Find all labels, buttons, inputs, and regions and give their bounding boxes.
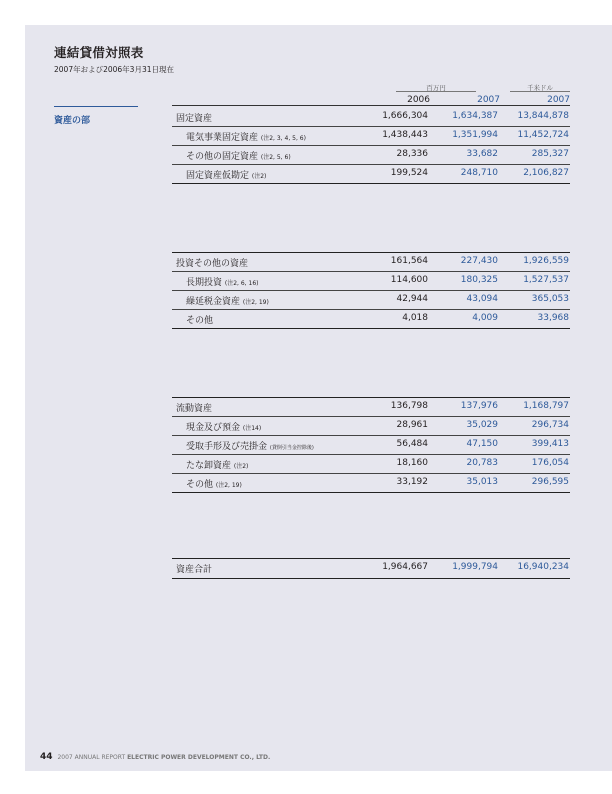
row-note: (貸倒引当金控除後) <box>269 445 314 451</box>
value-2006: 33,192 <box>396 477 428 487</box>
value-2007: 4,009 <box>472 313 498 323</box>
value-usd: 365,053 <box>531 294 569 304</box>
value-2006: 18,160 <box>396 458 428 468</box>
row-label: その他の固定資産 (注2, 5, 6) <box>186 152 291 162</box>
value-usd: 1,926,559 <box>523 256 569 266</box>
row-label: その他 (注2, 19) <box>186 480 242 490</box>
value-2006: 56,484 <box>396 439 428 449</box>
unit-divider <box>396 91 476 92</box>
table-row <box>172 436 570 455</box>
value-usd: 1,168,797 <box>523 401 569 411</box>
value-2007: 1,999,794 <box>452 562 498 572</box>
value-usd: 296,595 <box>531 477 569 487</box>
table-row <box>172 310 570 329</box>
year-header-2006: 2006 <box>407 95 430 105</box>
row-note: (注2, 5, 6) <box>260 154 291 161</box>
total-row <box>172 558 570 579</box>
row-note: (注2, 6, 16) <box>224 280 259 287</box>
unit-thousand-usd: 千米ドル <box>527 84 553 92</box>
value-2006: 42,944 <box>396 294 428 304</box>
footer-report: 2007 ANNUAL REPORT <box>57 754 126 761</box>
footer-company: ELECTRIC POWER DEVELOPMENT CO., LTD. <box>127 754 271 761</box>
table-row <box>172 455 570 474</box>
table-row <box>172 146 570 165</box>
value-2007: 137,976 <box>460 401 498 411</box>
value-usd: 399,413 <box>531 439 569 449</box>
value-2006: 1,438,443 <box>382 130 428 140</box>
page-subtitle: 2007年および2006年3月31日現在 <box>54 65 174 74</box>
value-2007: 248,710 <box>460 168 498 178</box>
value-usd: 13,844,878 <box>517 111 569 121</box>
year-header-2007-usd: 2007 <box>547 95 570 105</box>
total-assets-block <box>172 558 570 579</box>
value-2006: 4,018 <box>402 313 428 323</box>
value-2006: 161,564 <box>390 256 428 266</box>
value-2006: 199,524 <box>390 168 428 178</box>
unit-million-yen: 百万円 <box>426 84 446 92</box>
table-row <box>172 417 570 436</box>
table-row <box>172 252 570 272</box>
table-row <box>172 474 570 493</box>
value-usd: 2,106,827 <box>523 168 569 178</box>
row-note: (注14) <box>242 425 262 432</box>
value-2006: 1,964,667 <box>382 562 428 572</box>
value-usd: 1,527,537 <box>523 275 569 285</box>
row-label: たな卸資産 (注2) <box>186 461 249 471</box>
value-usd: 176,054 <box>531 458 569 468</box>
row-note: (注2, 3, 4, 5, 6) <box>260 135 306 142</box>
year-header-2007: 2007 <box>477 95 500 105</box>
section-label: 資産の部 <box>54 116 91 126</box>
value-usd: 33,968 <box>537 313 569 323</box>
value-2006: 28,961 <box>396 420 428 430</box>
value-2007: 227,430 <box>460 256 498 266</box>
value-2007: 43,094 <box>466 294 498 304</box>
row-label: 受取手形及び売掛金 (貸倒引当金控除後) <box>186 442 314 452</box>
value-2007: 180,325 <box>460 275 498 285</box>
value-usd: 16,940,234 <box>517 562 569 572</box>
value-2007: 33,682 <box>466 149 498 159</box>
row-label: 現金及び預金 (注14) <box>186 423 262 433</box>
row-label: 投資その他の資産 <box>176 259 249 269</box>
table-row <box>172 291 570 310</box>
row-label: 繰延税金資産 (注2, 19) <box>186 297 269 307</box>
table-row <box>172 272 570 291</box>
value-2007: 47,150 <box>466 439 498 449</box>
value-usd: 11,452,724 <box>517 130 569 140</box>
value-2007: 35,029 <box>466 420 498 430</box>
table-row <box>172 165 570 184</box>
value-2006: 1,666,304 <box>382 111 428 121</box>
value-2007: 35,013 <box>466 477 498 487</box>
page-number: 44 <box>40 752 53 762</box>
page-footer <box>40 752 270 762</box>
current-assets-block <box>172 397 570 493</box>
value-2006: 114,600 <box>390 275 428 285</box>
row-label: 固定資産 <box>176 114 213 124</box>
value-2007: 1,634,387 <box>452 111 498 121</box>
row-note: (注2) <box>233 463 249 470</box>
fixed-assets-block <box>172 108 570 184</box>
table-row <box>172 397 570 417</box>
investments-block <box>172 252 570 329</box>
unit-divider <box>510 91 570 92</box>
value-2007: 20,783 <box>466 458 498 468</box>
section-divider <box>54 106 138 107</box>
value-2006: 136,798 <box>390 401 428 411</box>
row-label: 流動資産 <box>176 404 213 414</box>
row-label: 電気事業固定資産 (注2, 3, 4, 5, 6) <box>186 133 306 143</box>
row-label: 資産合計 <box>176 565 213 575</box>
header-divider <box>172 105 570 106</box>
row-label: 長期投資 (注2, 6, 16) <box>186 278 259 288</box>
row-label: 固定資産仮勘定 (注2) <box>186 171 267 181</box>
value-2007: 1,351,994 <box>452 130 498 140</box>
value-2006: 28,336 <box>396 149 428 159</box>
row-note: (注2, 19) <box>215 482 242 489</box>
value-usd: 285,327 <box>531 149 569 159</box>
value-usd: 296,734 <box>531 420 569 430</box>
row-note: (注2, 19) <box>242 299 269 306</box>
table-row <box>172 127 570 146</box>
row-note: (注2) <box>251 173 267 180</box>
page-title: 連結貸借対照表 <box>54 45 144 60</box>
row-label: その他 <box>186 316 214 326</box>
table-row <box>172 108 570 127</box>
